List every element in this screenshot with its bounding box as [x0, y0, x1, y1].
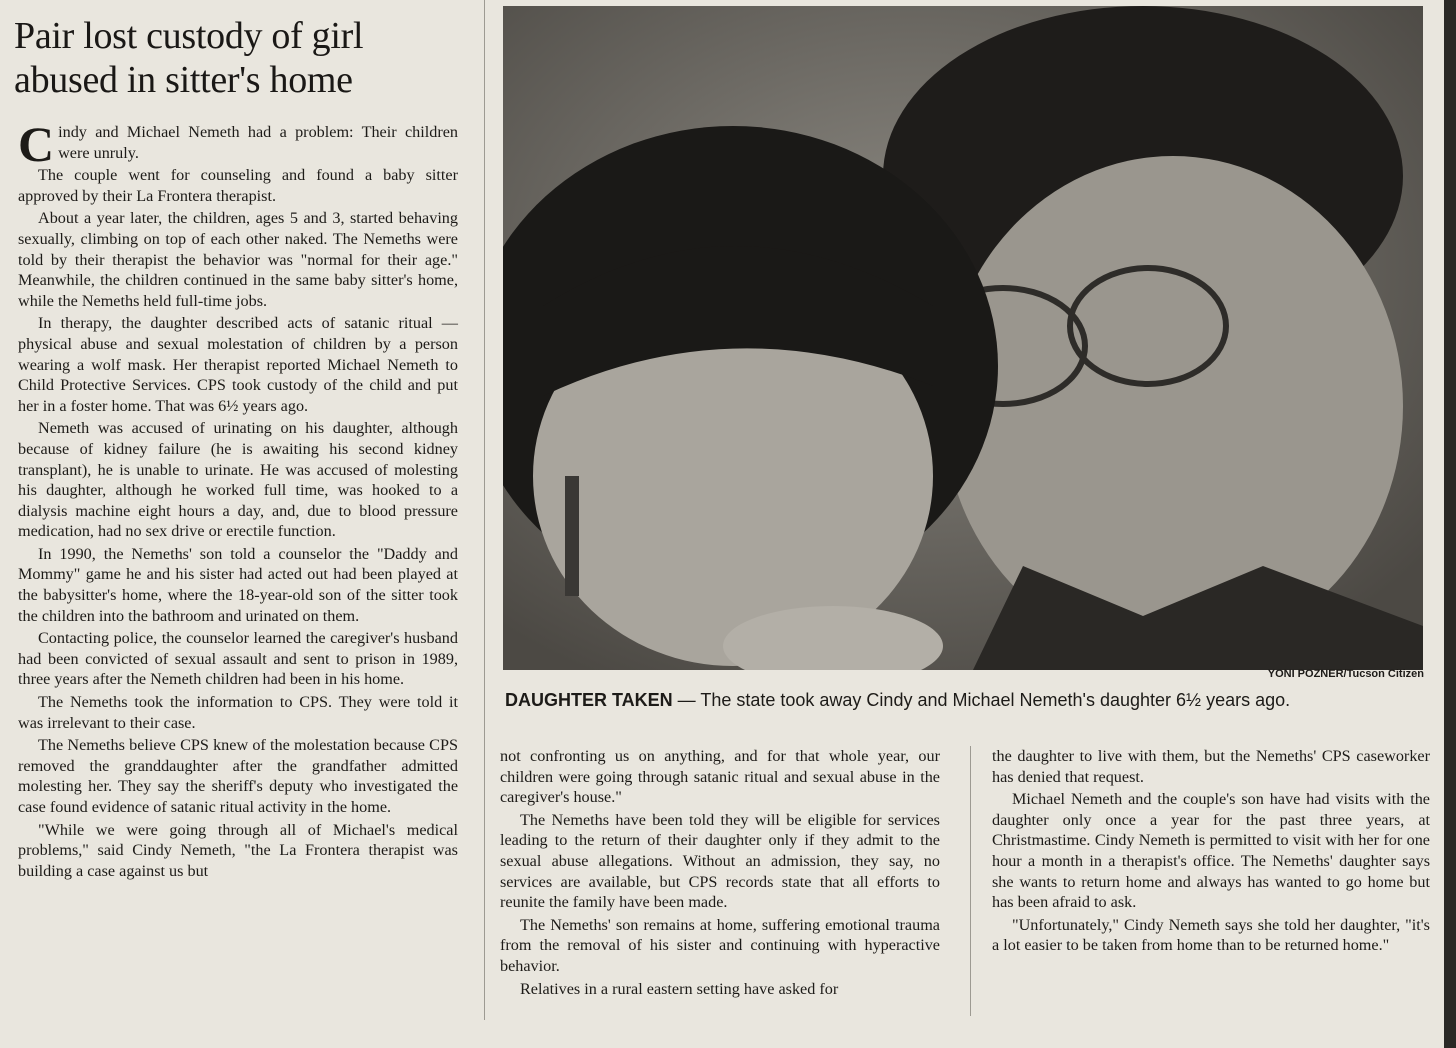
article-paragraph: "Unfortunately," Cindy Nemeth says she told her daughter, "it's a lot easier to be taken from home than to be returned home.": [992, 915, 1430, 955]
article-paragraph: The Nemeths' son remains at home, suffering emotional trauma from the removal of his sister and continuing with hyperactive behavior.: [500, 915, 940, 975]
headline-line-1: Pair lost custody of girl: [14, 15, 364, 57]
column-divider: [484, 0, 485, 1020]
portrait-photo-graphic: [503, 6, 1423, 670]
article-column-1: [18, 116, 458, 883]
article-paragraph: In 1990, the Nemeths' son told a counselor the "Daddy and Mommy" game he and his sister had acted out had been played at the babysitter's home, where the 18-year-old son of the sitter took the children into the bathroom and urinated on them.: [18, 544, 458, 625]
article-paragraph: The Nemeths took the information to CPS. They were told it was irrelevant to their case.: [18, 693, 458, 732]
photo-credit: YONI POZNER/Tucson Citizen: [1267, 668, 1424, 680]
page-edge: [1444, 0, 1456, 1048]
article-paragraph: The Nemeths believe CPS knew of the molestation because CPS removed the granddaughter after the grandfather admitted molesting her. They say the sheriff's deputy who investigated the case found evidence of satanic ritual activity in the home.: [18, 736, 458, 816]
article-paragraph: Cindy and Michael Nemeth had a problem: Their children were unruly.: [18, 116, 458, 172]
article-paragraph: About a year later, the children, ages 5 and 3, started behaving sexually, climbing on top of each other naked. The Nemeths were told by their therapist the behavior was "normal for their age." Meanwhile, the children continued in the same baby sitter's home, while the Nemeths held full-time jobs.: [18, 209, 458, 310]
article-column-2: [500, 746, 940, 1001]
article-paragraph: Nemeth was accused of urinating on his daughter, although because of kidney failure (he is awaiting his second kidney transplant), he is unable to urinate. He was accused of molesting his daughter, although he worked full time, was hooked to a dialysis machine eight hours a day, and, due to blood pressure medication, had no sex drive or erectile function.: [18, 419, 458, 541]
headline: [14, 14, 474, 102]
article-column-3: [992, 746, 1430, 958]
headline-line-2: abused in sitter's home: [14, 59, 353, 101]
article-paragraph: the daughter to live with them, but the Nemeths' CPS caseworker has denied that request.: [992, 747, 1430, 786]
drop-cap: C: [18, 116, 55, 172]
article-paragraph: Michael Nemeth and the couple's son have had visits with the daughter only once a year for the past three years, at Christmastime. Cindy Nemeth is permitted to visit with her for one hour a month in a therapist's office. The Nemeths' daughter says she wants to return home and always has wanted to go home but has been afraid to ask.: [992, 790, 1430, 912]
caption-text: — The state took away Cindy and Michael Nemeth's daughter 6½ years ago.: [672, 690, 1291, 710]
article-paragraph: The Nemeths have been told they will be eligible for services leading to the return of their daughter only if they admit to the sexual abuse allegations. Without an admission, they say, no services are available, but CPS records state that all efforts to reunite the family have been made.: [500, 810, 940, 912]
article-paragraph: "While we were going through all of Michael's medical problems," said Cindy Nemeth, "the La Frontera therapist was building a case against us but: [18, 820, 458, 880]
caption-lead: DAUGHTER TAKEN: [505, 690, 673, 710]
article-paragraph: Contacting police, the counselor learned the caregiver's husband had been convicted of sexual assault and sent to prison in 1989, three years after the Nemeth children had been in his home.: [18, 629, 458, 689]
article-paragraph: Relatives in a rural eastern setting have asked for: [520, 979, 839, 998]
portrait-photo: [503, 6, 1423, 670]
column-divider: [970, 746, 971, 1016]
article-paragraph: not confronting us on anything, and for that whole year, our children were going through satanic ritual and sexual abuse in the caregiver's house.": [500, 747, 940, 807]
article-paragraph: The couple went for counseling and found a baby sitter approved by their La Frontera therapist.: [18, 166, 458, 205]
article-paragraph: In therapy, the daughter described acts of satanic ritual — physical abuse and sexual molestation of children by a person wearing a wolf mask. Her therapist reported Michael Nemeth to Child Protective Services. CPS took custody of the child and put her in a foster home. That was 6½ years ago.: [18, 314, 458, 415]
photo-caption: [505, 688, 1435, 712]
